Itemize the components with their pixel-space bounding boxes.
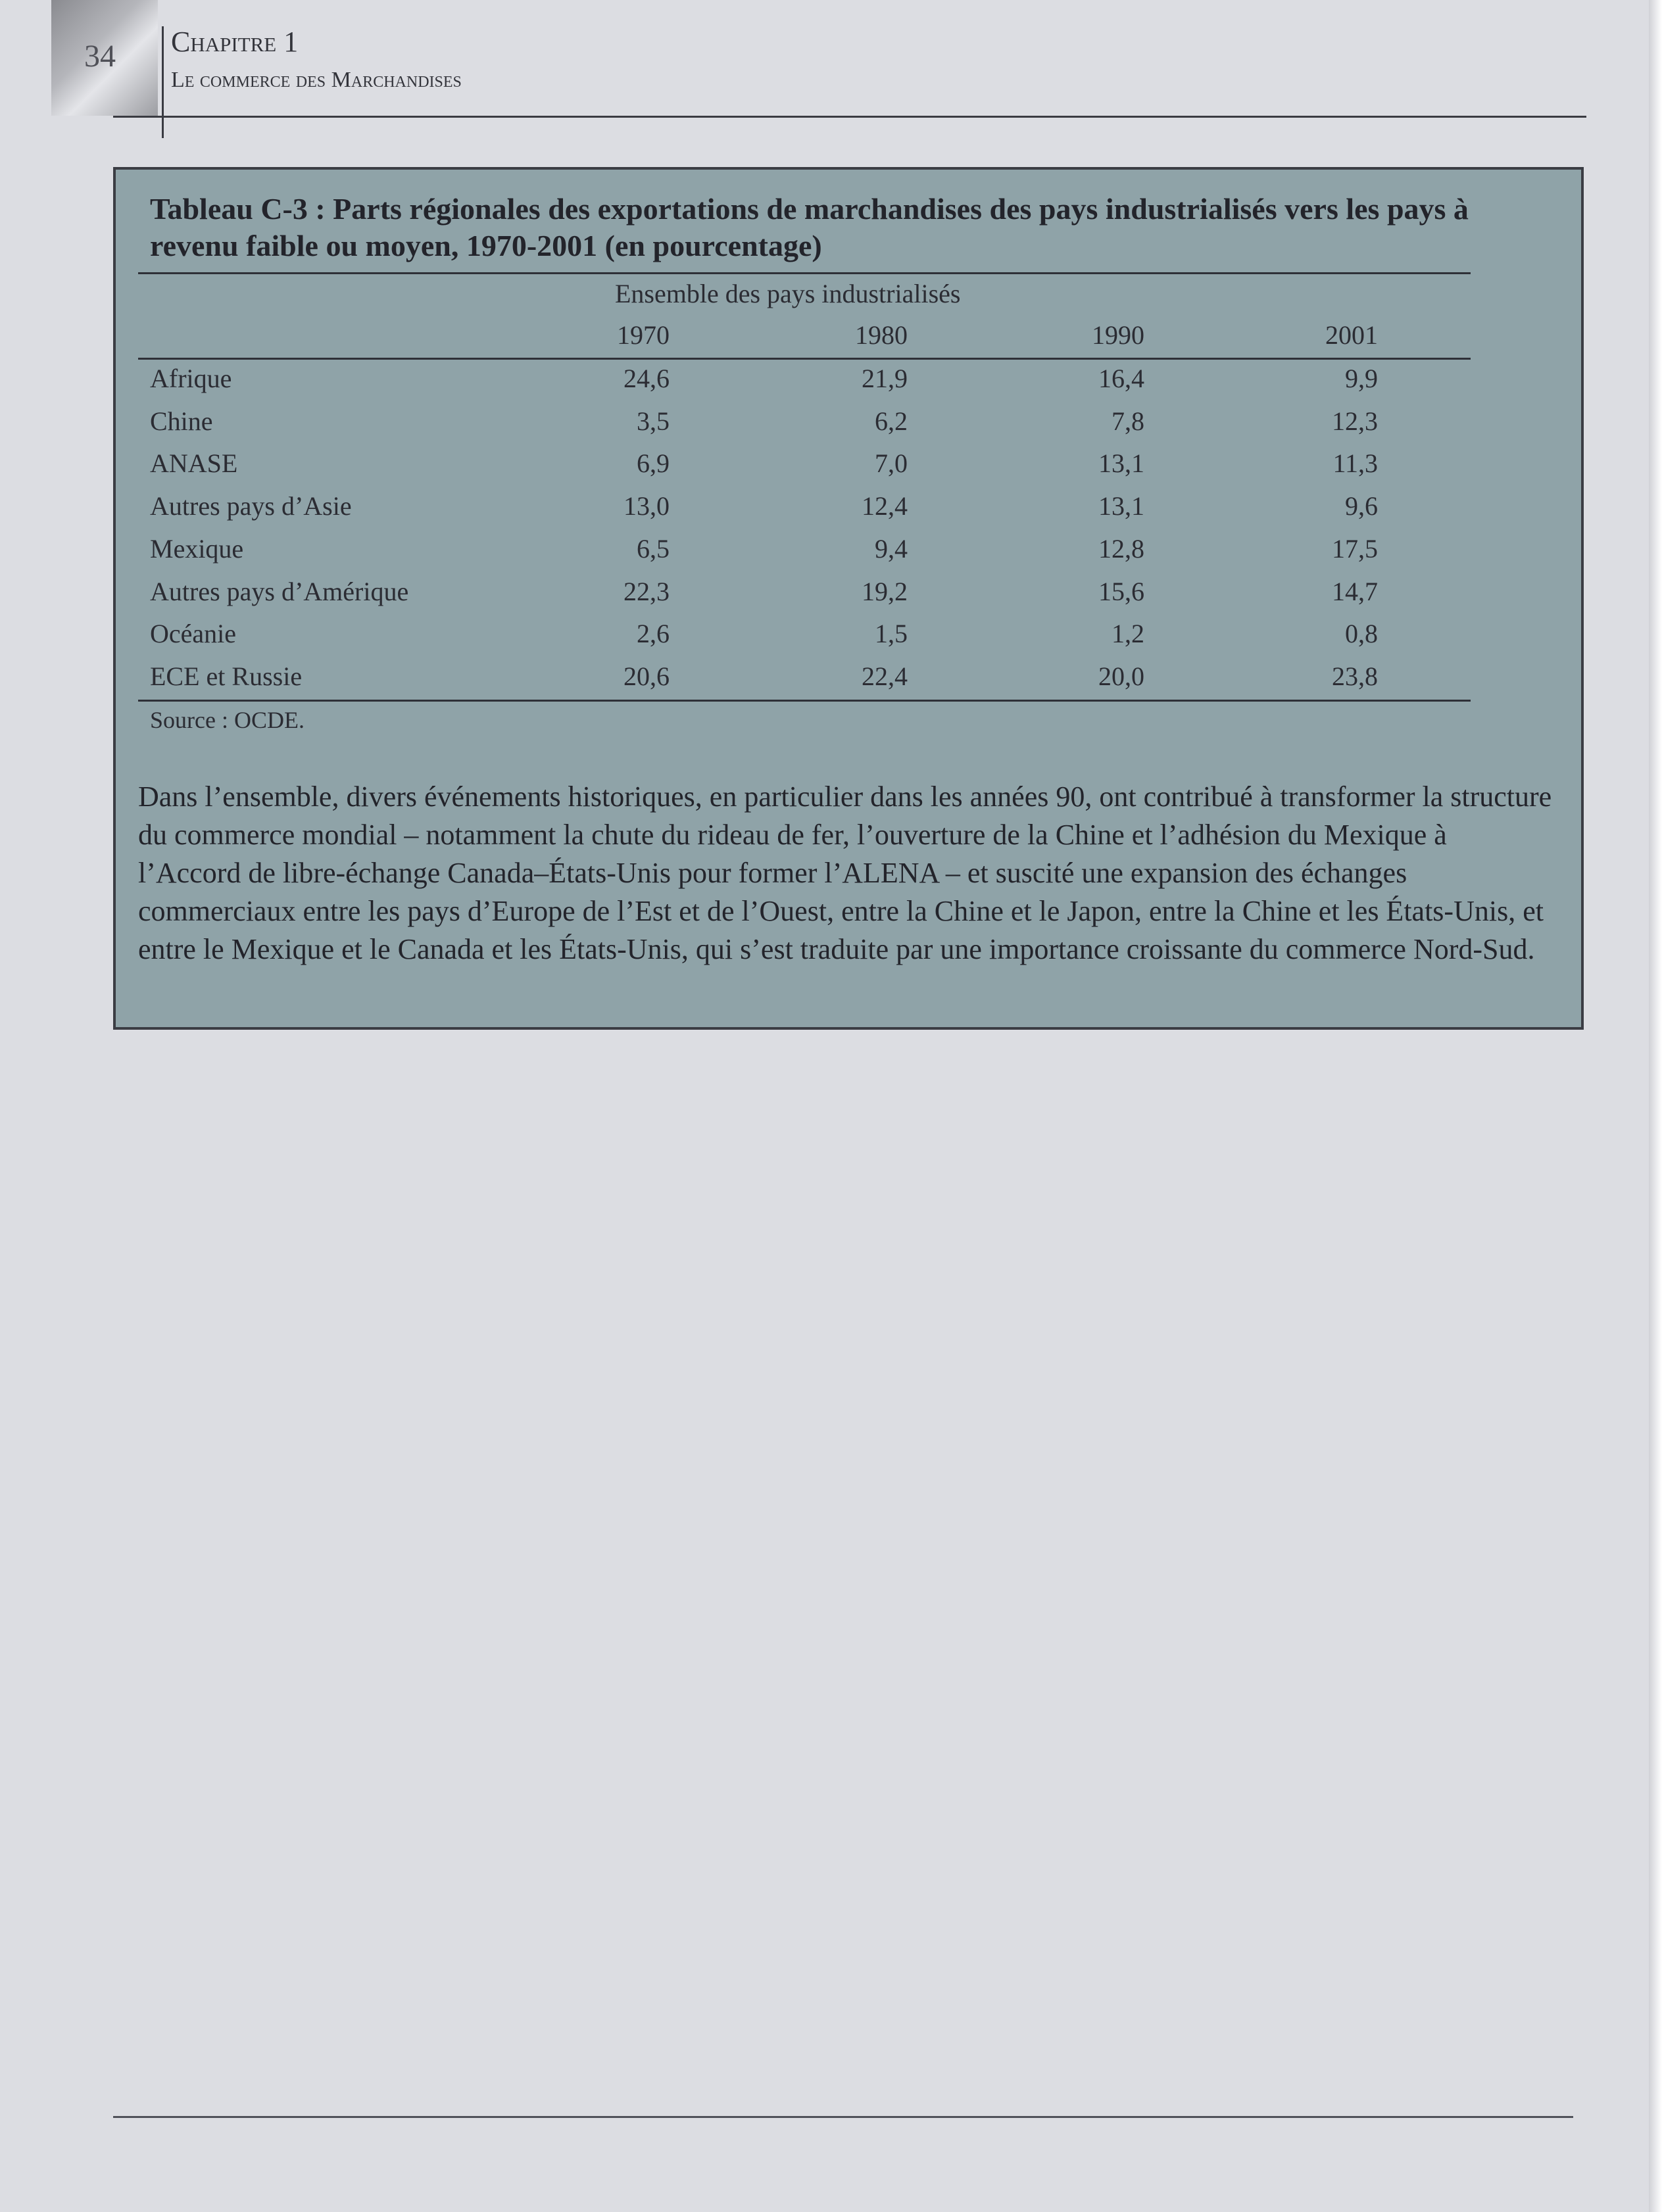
row-label: ECE et Russie [150,661,303,691]
table-cell: 19,2 [862,576,908,606]
table-cell: 12,8 [1098,533,1144,564]
table-cell: 13,0 [623,491,670,521]
table-cell: 13,1 [1098,491,1144,521]
table-cell: 22,4 [862,661,908,691]
table-cell: 20,0 [1098,661,1144,691]
table-cell: 11,3 [1332,448,1378,479]
table-top-rule [138,272,1471,274]
column-header-year: 1970 [617,320,670,350]
table-cell: 16,4 [1098,364,1144,393]
table-cell: 3,5 [637,406,670,436]
table-group-header: Ensemble des pays industrialisés [615,279,961,308]
table-cell: 14,7 [1332,576,1378,606]
table-cell: 1,5 [875,619,908,649]
table-cell: 7,0 [875,448,908,479]
table-cell: 2,6 [637,619,670,649]
column-header-year: 1980 [855,320,908,350]
row-label: Afrique [150,364,232,393]
table-cell: 6,5 [637,533,670,564]
body-paragraph: Dans l’ensemble, divers événements historiques, en particulier dans les années 90, ont contribué à transformer la structure du commerce mondial – notamment la chute du rideau de fer, l’ouverture de la Chine et l’adhésion du Mexique à l’Accord de libre-échange Canada–États-Unis pour former l’ALENA – et suscité une expansion des échanges commerciaux entre les pays d’Europe de l’Est et de l’Ouest, entre la Chine et le Japon, entre la Chine et les États-Unis, et entre le Mexique et le Canada et les États-Unis, qui s’est traduite par une importance croissante du commerce Nord-Sud. [138,781,1552,965]
table-source: Source : OCDE. [150,707,305,733]
table-bottom-rule [138,700,1471,702]
table-cell: 17,5 [1332,533,1378,564]
row-label: Mexique [150,533,244,564]
footer-rule [113,2116,1573,2118]
header-vertical-rule [162,26,164,138]
column-header-year: 2001 [1325,320,1378,350]
chapter-subtitle: Le commerce des Marchandises [171,68,462,92]
table-header-rule [138,358,1471,360]
table-cell: 9,4 [875,533,908,564]
row-label: ANASE [150,448,238,479]
header-rule [113,116,1586,118]
row-label: Océanie [150,619,237,649]
table-cell: 6,2 [875,406,908,436]
table-cell: 24,6 [623,364,670,393]
table-cell: 0,8 [1345,619,1378,649]
table-cell: 20,6 [623,661,670,691]
table-cell: 21,9 [862,364,908,393]
row-label: Autres pays d’Amérique [150,576,409,606]
page-edge [1649,0,1662,2212]
table-cell: 15,6 [1098,576,1144,606]
table-cell: 12,3 [1332,406,1378,436]
row-label: Autres pays d’Asie [150,491,352,521]
table-cell: 9,9 [1345,364,1378,393]
table-title: Tableau C-3 : Parts régionales des exportations de marchandises des pays industrialisés vers les pays à revenu faible ou moyen, 1970-2001 (en pourcentage) [150,192,1469,262]
table-cell: 12,4 [862,491,908,521]
page-number: 34 [84,39,116,74]
table-cell: 22,3 [623,576,670,606]
column-header-year: 1990 [1092,320,1144,350]
chapter-title: Chapitre 1 [171,26,299,58]
table-cell: 9,6 [1345,491,1378,521]
row-label: Chine [150,406,213,436]
table-cell: 23,8 [1332,661,1378,691]
table-cell: 13,1 [1098,448,1144,479]
table-cell: 1,2 [1112,619,1144,649]
table-cell: 6,9 [637,448,670,479]
table-cell: 7,8 [1112,406,1144,436]
